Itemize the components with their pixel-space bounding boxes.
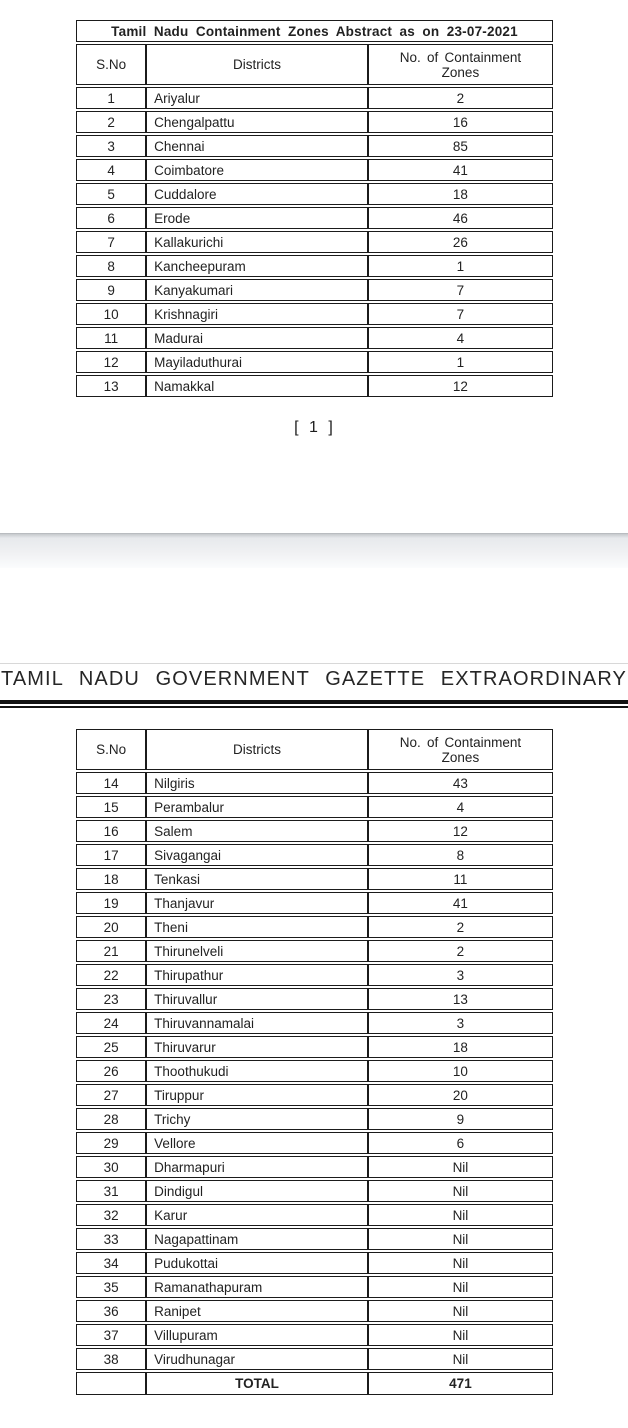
district-cell: Thiruvannamalai [146,1012,368,1034]
zones-cell: Nil [368,1252,553,1274]
district-cell: Villupuram [146,1324,368,1346]
district-cell: Ranipet [146,1300,368,1322]
district-cell: Salem [146,820,368,842]
sno-cell: 18 [76,868,146,890]
table-row [76,1108,553,1130]
sno-cell: 5 [76,183,146,205]
zones-cell: Nil [368,1324,553,1346]
sno-cell: 4 [76,159,146,181]
district-cell: Dindigul [146,1180,368,1202]
district-cell: Dharmapuri [146,1156,368,1178]
zones-cell: 46 [368,207,553,229]
district-cell: Karur [146,1204,368,1226]
sno-cell: 15 [76,796,146,818]
zones-cell: 1 [368,351,553,373]
table-row [76,820,553,842]
sno-cell: 32 [76,1204,146,1226]
column-header-zones: No. of Containment Zones [368,729,553,770]
sno-cell: 20 [76,916,146,938]
table-row [76,183,553,205]
sno-cell: 23 [76,988,146,1010]
district-cell: Trichy [146,1108,368,1130]
district-cell: Ramanathapuram [146,1276,368,1298]
table-row [76,796,553,818]
table-row [76,351,553,373]
sno-cell: 8 [76,255,146,277]
containment-zones-table-page2 [76,727,553,1397]
sno-cell: 12 [76,351,146,373]
sno-cell: 37 [76,1324,146,1346]
column-header-zones: No. of Containment Zones [368,44,553,85]
table-row [76,303,553,325]
district-cell: Thoothukudi [146,1060,368,1082]
zones-cell: 43 [368,772,553,794]
sno-cell: 13 [76,375,146,397]
table-row [76,916,553,938]
table-title: Tamil Nadu Containment Zones Abstract as on 23-07-2021 [76,20,553,42]
district-cell: Theni [146,916,368,938]
district-cell: Namakkal [146,375,368,397]
table-row [76,255,553,277]
sno-cell: 9 [76,279,146,301]
table-row [76,87,553,109]
table-row [76,844,553,866]
table-row [76,327,553,349]
sno-cell: 25 [76,1036,146,1058]
sno-cell: 35 [76,1276,146,1298]
zones-cell: 12 [368,375,553,397]
zones-cell: 1 [368,255,553,277]
district-cell: Mayiladuthurai [146,351,368,373]
zones-cell: 3 [368,1012,553,1034]
table-row [76,940,553,962]
gazette-rule-thick [0,700,628,704]
page-number-label: [ 1 ] [294,419,334,436]
zones-cell: 8 [368,844,553,866]
zones-cell: 2 [368,916,553,938]
sno-cell: 30 [76,1156,146,1178]
sno-cell: 28 [76,1108,146,1130]
page-separator-band [0,533,628,568]
sno-cell: 6 [76,207,146,229]
sno-cell: 16 [76,820,146,842]
sno-cell: 27 [76,1084,146,1106]
table-total-row [76,1372,553,1395]
district-cell: Thiruvarur [146,1036,368,1058]
district-cell: Kancheepuram [146,255,368,277]
zones-cell: 3 [368,964,553,986]
column-header-district: Districts [146,729,368,770]
zones-cell: 11 [368,868,553,890]
table-row [76,135,553,157]
total-empty-cell [76,1372,146,1395]
zones-cell: 2 [368,940,553,962]
table-row [76,1348,553,1370]
district-cell: Tiruppur [146,1084,368,1106]
table-row [76,231,553,253]
table-row [76,1276,553,1298]
district-cell: Perambalur [146,796,368,818]
district-cell: Thanjavur [146,892,368,914]
table-row [76,988,553,1010]
sno-cell: 26 [76,1060,146,1082]
sno-cell: 36 [76,1300,146,1322]
zones-cell: 26 [368,231,553,253]
table-row [76,207,553,229]
sno-cell: 22 [76,964,146,986]
sno-cell: 21 [76,940,146,962]
sno-cell: 2 [76,111,146,133]
zones-cell: 10 [368,1060,553,1082]
zones-cell: 41 [368,892,553,914]
column-header-sno: S.No [76,729,146,770]
table-row [76,772,553,794]
table-row [76,1012,553,1034]
sno-cell: 24 [76,1012,146,1034]
zones-cell: 85 [368,135,553,157]
district-cell: Sivagangai [146,844,368,866]
table-row [76,1060,553,1082]
district-cell: Pudukottai [146,1252,368,1274]
table-title-row [76,20,553,42]
zones-cell: Nil [368,1300,553,1322]
sno-cell: 33 [76,1228,146,1250]
zones-cell: 2 [368,87,553,109]
sno-cell: 31 [76,1180,146,1202]
sno-cell: 14 [76,772,146,794]
district-cell: Coimbatore [146,159,368,181]
table-row [76,1156,553,1178]
sno-cell: 11 [76,327,146,349]
table-row [76,1228,553,1250]
table-row [76,868,553,890]
district-cell: Virudhunagar [146,1348,368,1370]
table-row [76,1252,553,1274]
district-cell: Nagapattinam [146,1228,368,1250]
district-cell: Kanyakumari [146,279,368,301]
table-row [76,375,553,397]
district-cell: Thirupathur [146,964,368,986]
zones-cell: Nil [368,1156,553,1178]
containment-zones-table-page1 [76,18,553,399]
table-header-row [76,44,553,85]
total-label-cell: TOTAL [146,1372,368,1395]
gazette-top-hairline [0,663,628,664]
table-row [76,964,553,986]
zones-cell: 4 [368,796,553,818]
sno-cell: 19 [76,892,146,914]
sno-cell: 3 [76,135,146,157]
sno-cell: 17 [76,844,146,866]
sno-cell: 10 [76,303,146,325]
sno-cell: 29 [76,1132,146,1154]
sno-cell: 7 [76,231,146,253]
sno-cell: 1 [76,87,146,109]
zones-cell: Nil [368,1180,553,1202]
column-header-sno: S.No [76,44,146,85]
district-cell: Tenkasi [146,868,368,890]
zones-cell: Nil [368,1348,553,1370]
district-cell: Thiruvallur [146,988,368,1010]
district-cell: Vellore [146,1132,368,1154]
table-row [76,1300,553,1322]
sno-cell: 34 [76,1252,146,1274]
sno-cell: 38 [76,1348,146,1370]
column-header-district: Districts [146,44,368,85]
district-cell: Kallakurichi [146,231,368,253]
zones-cell: 16 [368,111,553,133]
table-row [76,159,553,181]
table-row [76,111,553,133]
table-row [76,1180,553,1202]
zones-cell: Nil [368,1228,553,1250]
zones-cell: 18 [368,1036,553,1058]
table-row [76,1132,553,1154]
district-cell: Chengalpattu [146,111,368,133]
zones-cell: 12 [368,820,553,842]
zones-cell: 13 [368,988,553,1010]
district-cell: Erode [146,207,368,229]
district-cell: Chennai [146,135,368,157]
district-cell: Thirunelveli [146,940,368,962]
zones-cell: 20 [368,1084,553,1106]
zones-cell: 4 [368,327,553,349]
zones-cell: Nil [368,1204,553,1226]
gazette-header-title: TAMIL NADU GOVERNMENT GAZETTE EXTRAORDINARY [1,668,627,690]
table-row [76,1204,553,1226]
table-row [76,892,553,914]
district-cell: Ariyalur [146,87,368,109]
zones-cell: 7 [368,303,553,325]
table-header-row [76,729,553,770]
zones-cell: Nil [368,1276,553,1298]
gazette-rule-thin [0,706,628,708]
zones-cell: 7 [368,279,553,301]
total-value-cell: 471 [368,1372,553,1395]
table-row [76,1084,553,1106]
table-row [76,1324,553,1346]
district-cell: Nilgiris [146,772,368,794]
district-cell: Krishnagiri [146,303,368,325]
district-cell: Madurai [146,327,368,349]
table-row [76,279,553,301]
zones-cell: 18 [368,183,553,205]
zones-cell: 6 [368,1132,553,1154]
zones-cell: 41 [368,159,553,181]
district-cell: Cuddalore [146,183,368,205]
table-row [76,1036,553,1058]
zones-cell: 9 [368,1108,553,1130]
